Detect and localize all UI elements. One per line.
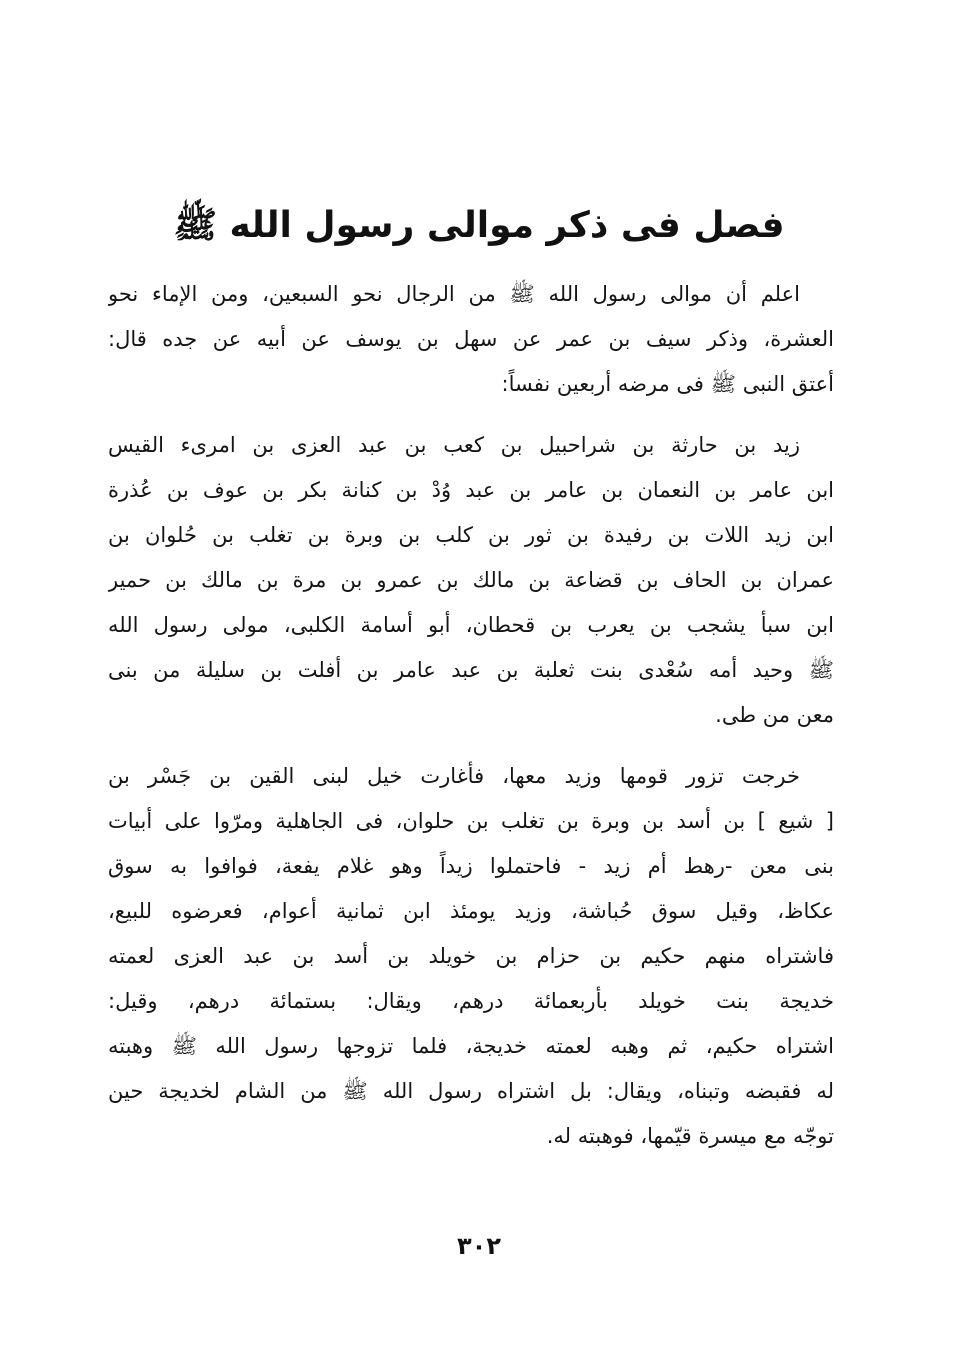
text-line: أعتق النبى ﷺ فى مرضه أربعين نفساً: [501, 372, 834, 396]
page-number: ٣٠٢ [457, 1232, 501, 1260]
chapter-title: فصل فى ذكر موالى رسول الله ﷺ [173, 205, 785, 247]
text-line: خديجة بنت خويلد بأربعمائة درهم، ويقال: بستمائة درهم، وقيل: [108, 989, 834, 1013]
text-line: عمران بن الحاف بن قضاعة بن مالك بن عمرو بن مرة بن مالك بن حمير [108, 568, 834, 592]
text-line: [ شيع ] بن أسد بن وبرة بن تغلب بن حلوان، فى الجاهلية ومرّوا على أبيات [108, 809, 834, 833]
text-line: توجّه مع ميسرة قيّمها، فوهبته له. [546, 1124, 834, 1148]
text-line: ابن عامر بن النعمان بن عامر بن عبد وُدْ بن كنانة بكر بن عوف بن عُذرة [108, 478, 834, 502]
body-text [108, 272, 834, 1175]
text-line: اعلم أن موالى رسول الله ﷺ من الرجال نحو السبعين، ومن الإماء نحو [108, 282, 800, 306]
paragraph-1 [108, 272, 834, 407]
text-line: ابن زيد اللات بن رفيدة بن ثور بن كلب بن وبرة بن تغلب بن حُلوان بن [108, 523, 834, 547]
text-line: معن من طى. [715, 703, 834, 727]
text-line: زيد بن حارثة بن شراحبيل بن كعب بن عبد العزى بن امرىء القيس [108, 433, 800, 457]
paragraph-3 [108, 754, 834, 1159]
text-line: العشرة، وذكر سيف بن عمر عن سهل بن يوسف عن أبيه عن جده قال: [108, 327, 834, 351]
text-line: فاشتراه منهم حكيم بن حزام بن خويلد بن أسد بن عبد العزى لعمته [108, 944, 834, 968]
text-line: له فقبضه وتبناه، ويقال: بل اشتراه رسول الله ﷺ من الشام لخديجة حين [108, 1079, 834, 1103]
paragraph-2 [108, 423, 834, 738]
text-line: خرجت تزور قومها وزيد معها، فأغارت خيل لبنى القين بن جَسْر بن [108, 764, 800, 788]
text-line: اشتراه حكيم، ثم وهبه لعمته خديجة، فلما تزوجها رسول الله ﷺ وهبته [108, 1034, 834, 1058]
text-line: بنى معن -رهط أم زيد - فاحتملوا زيداً وهو غلام يفعة، فوافوا به سوق [108, 854, 834, 878]
text-line: ابن سبأ يشجب بن يعرب بن قحطان، أبو أسامة الكلبى، مولى رسول الله [108, 613, 834, 637]
text-line: عكاظ، وقيل سوق حُباشة، وزيد يومئذ ابن ثمانية أعوام، فعرضوه للبيع، [108, 899, 834, 923]
text-line: ﷺ وحيد أمه سُعْدى بنت ثعلبة بن عبد عامر بن أفلت بن سليلة من بنى [108, 658, 834, 682]
